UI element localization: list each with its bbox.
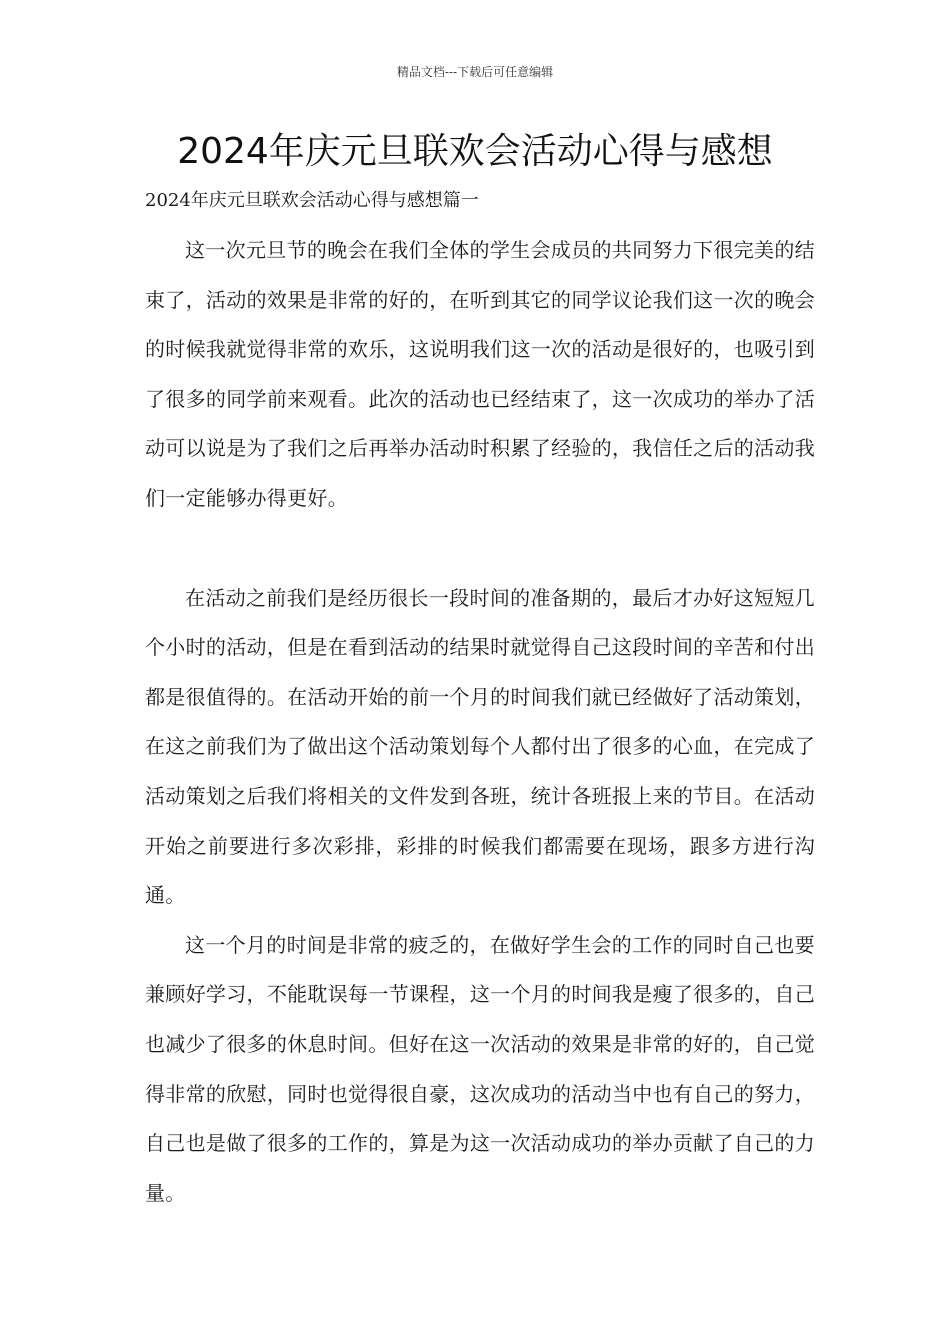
paragraph-3: 这一个月的时间是非常的疲乏的，在做好学生会的工作的同时自己也要兼顾好学习，不能耽误每一节课程，这一个月的时间我是瘦了很多的，自己也减少了很多的休息时间。但好在这一次活动的效果是非常的好的，自己觉得非常的欣慰，同时也觉得很自豪，这次成功的活动当中也有自己的努力，自己也是做了很多的工作的，算是为这一次活动成功的举办贡献了自己的力量。 <box>145 932 815 1205</box>
document-body <box>145 226 815 1218</box>
paragraph-2: 在活动之前我们是经历很长一段时间的准备期的，最后才办好这短短几个小时的活动，但是在看到活动的结果时就觉得自己这段时间的辛苦和付出都是很值得的。在活动开始的前一个月的时间我们就已经做好了活动策划，在这之前我们为了做出这个活动策划每个人都付出了很多的心血，在完成了活动策划之后我们将相关的文件发到各班，统计各班报上来的节目。在活动开始之前要进行多次彩排，彩排的时候我们都需要在现场，跟多方进行沟通。 <box>145 585 815 908</box>
paragraph-spacer <box>145 524 815 574</box>
document-title: 2024年庆元旦联欢会活动心得与感想 <box>177 131 773 172</box>
paragraph-1: 这一次元旦节的晚会在我们全体的学生会成员的共同努力下很完美的结束了，活动的效果是非常的好的，在听到其它的同学议论我们这一次的晚会的时候我就觉得非常的欢乐，这说明我们这一次的活动是很好的，也吸引到了很多的同学前来观看。此次的活动也已经结束了，这一次成功的举办了活动可以说是为了我们之后再举办活动时积累了经验的，我信任之后的活动我们一定能够办得更好。 <box>145 238 815 510</box>
document-subtitle: 2024年庆元旦联欢会活动心得与感想篇一 <box>145 190 479 211</box>
page-header: 精品文档---下载后可任意编辑 <box>396 65 554 79</box>
